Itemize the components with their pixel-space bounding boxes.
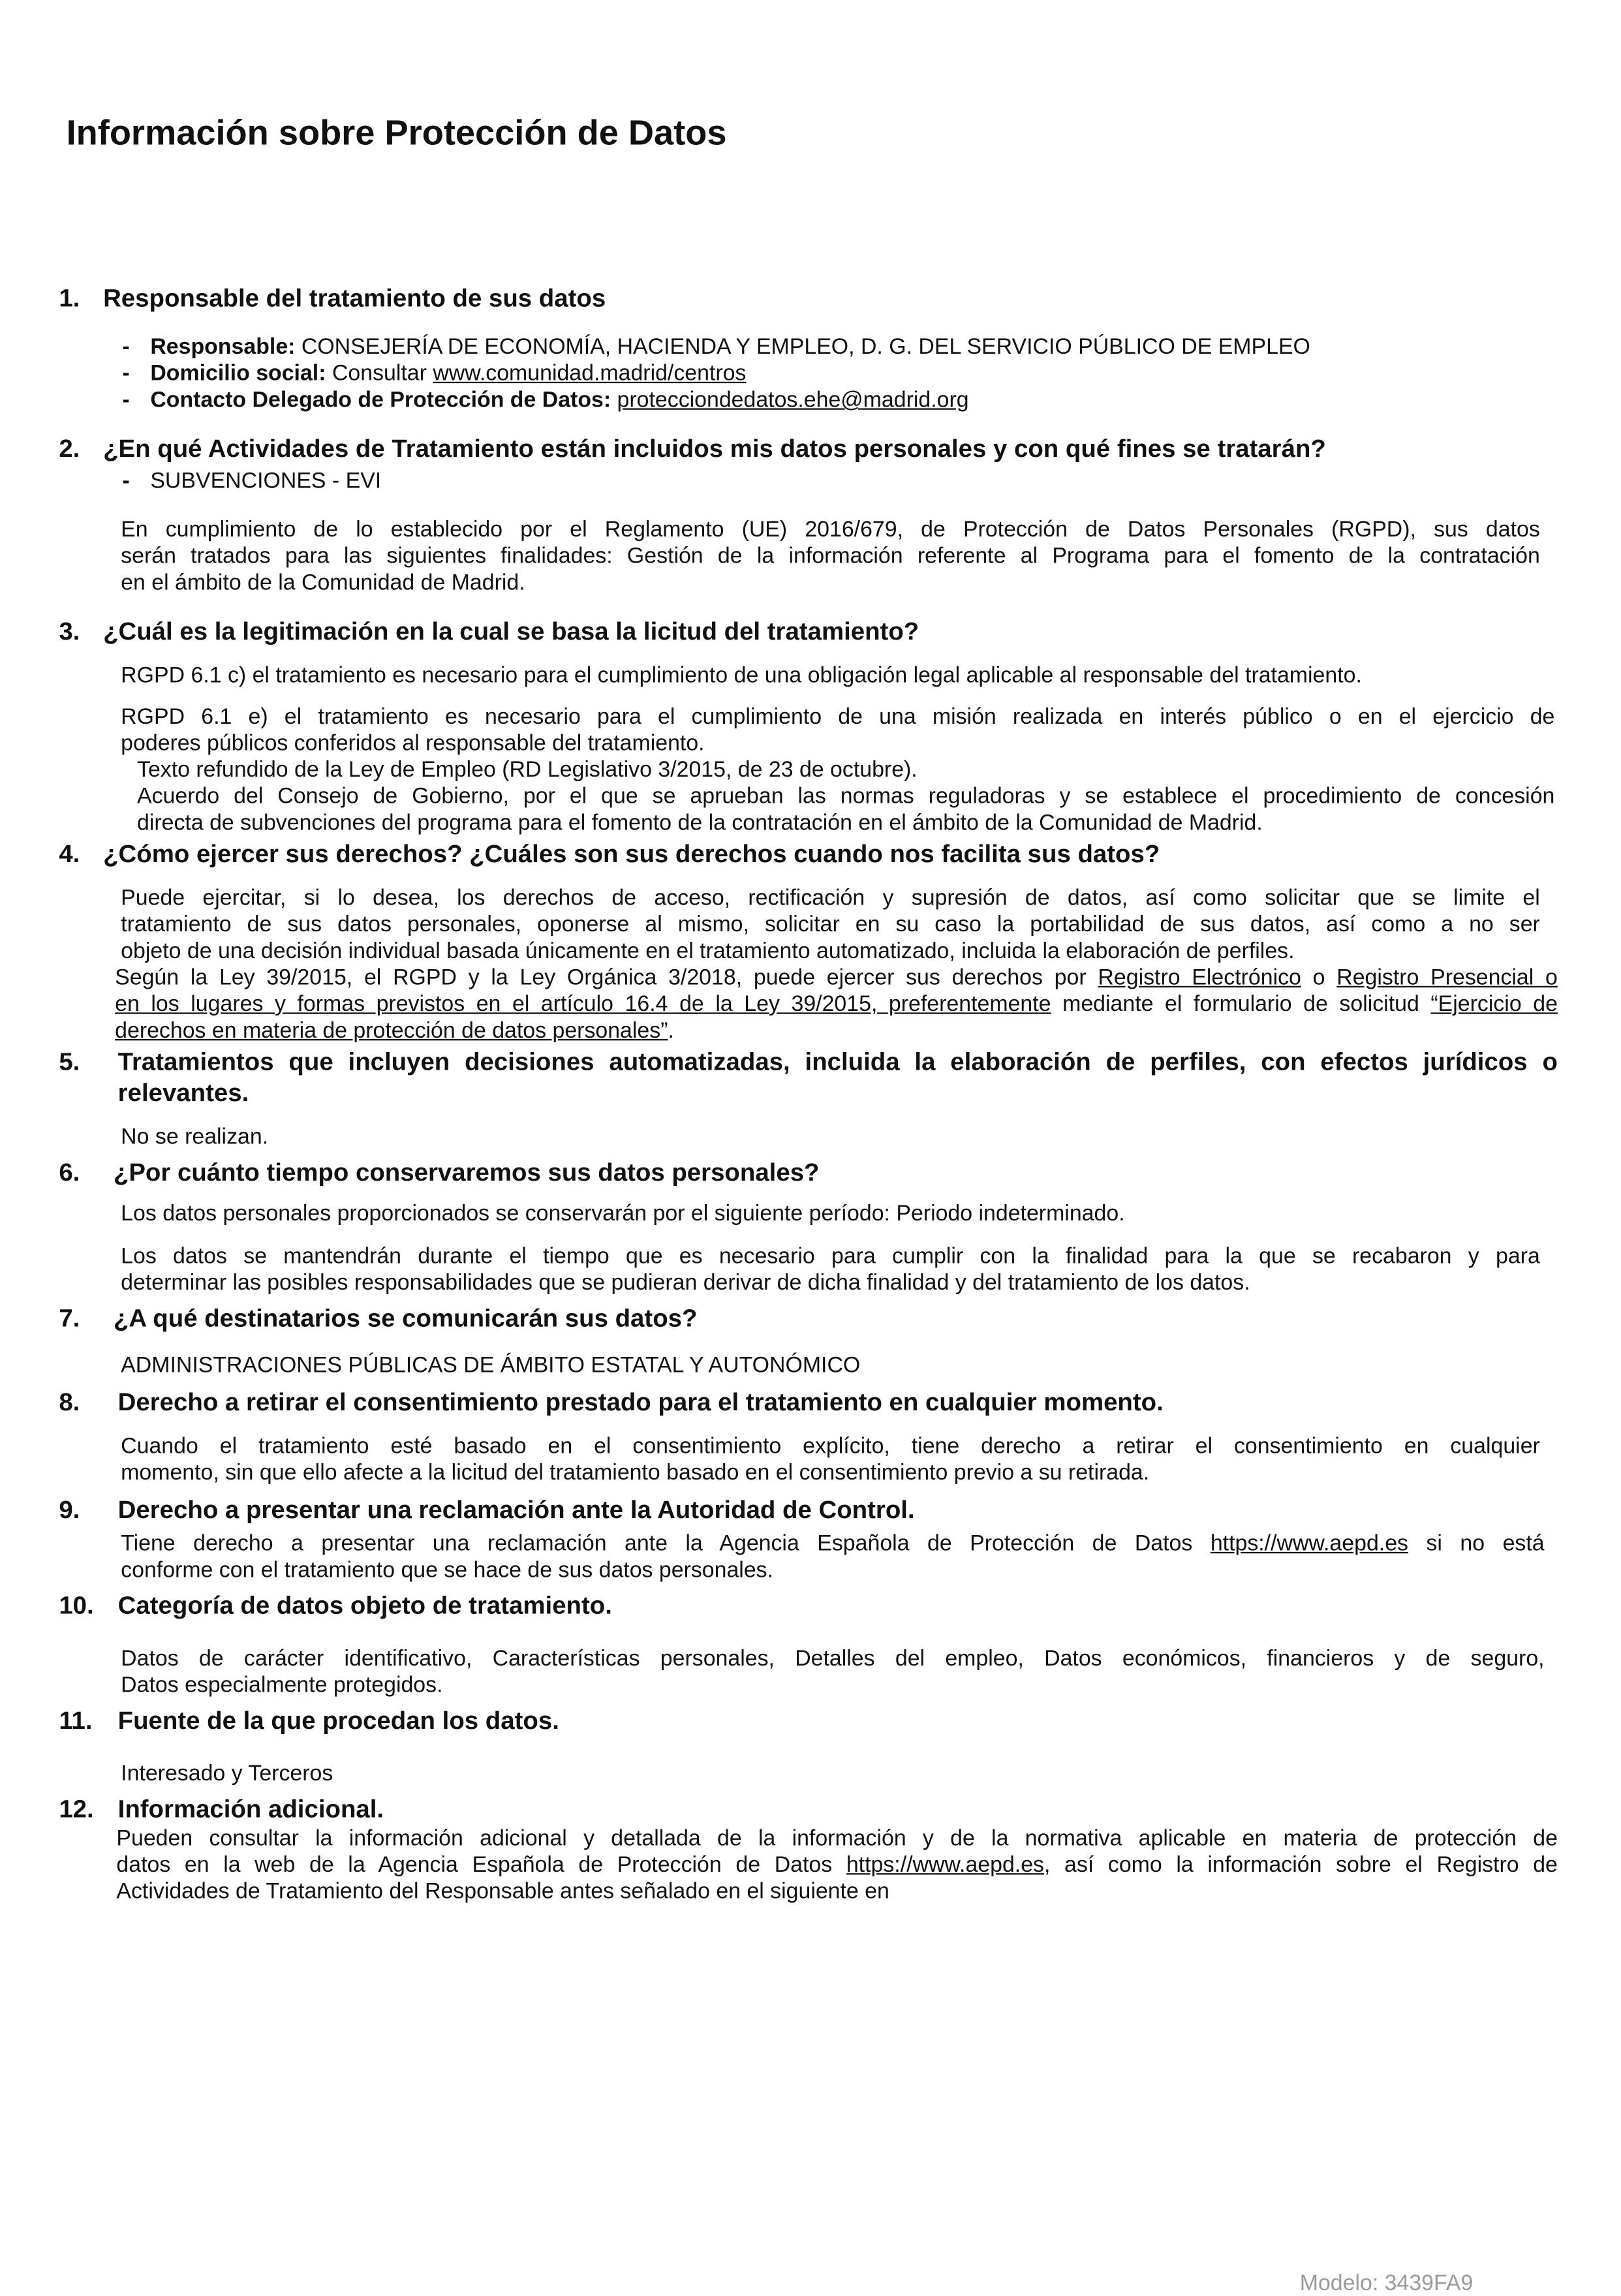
section-heading: Derecho a retirar el consentimiento prestado para el tratamiento en cualquier momento. — [117, 1388, 1164, 1417]
bullet-marker: - — [122, 387, 130, 413]
section-heading: relevantes. — [117, 1079, 249, 1107]
text-segment: datos en la web de la Agencia Española de Protección de Datos — [116, 1852, 846, 1878]
section-number: 10. — [59, 1591, 94, 1620]
field-label: Contacto Delegado de Protección de Datos: — [150, 387, 617, 413]
text-line — [121, 1243, 1540, 1272]
link[interactable]: Registro Electrónico — [1098, 965, 1301, 991]
text-line — [121, 1760, 333, 1789]
field-label: Domicilio social: — [150, 361, 332, 386]
text-line — [150, 360, 746, 389]
section-heading: ¿Cómo ejercer sus derechos? ¿Cuáles son sus derechos cuando nos facilita sus datos? — [103, 840, 1160, 869]
section-number: 7. — [59, 1304, 80, 1333]
section-number: 3. — [59, 617, 80, 646]
section-number: 8. — [59, 1388, 80, 1417]
text-segment: Datos de carácter identificativo, Características personales, Detalles del empleo, Datos económicos, financieros y de seguro, — [121, 1646, 1545, 1671]
text-line — [121, 1557, 773, 1586]
section-heading: Responsable del tratamiento de sus datos — [103, 284, 606, 313]
text-line — [137, 783, 1554, 812]
text-line — [121, 937, 1294, 967]
section-number: 1. — [59, 284, 80, 313]
text-segment: No se realizan. — [121, 1125, 269, 1150]
text-line — [121, 730, 704, 759]
text-line — [150, 467, 381, 497]
text-line — [150, 333, 1310, 362]
section-number: 12. — [59, 1795, 94, 1823]
text-line — [115, 964, 1558, 993]
text-line — [121, 516, 1540, 545]
bullet-marker: - — [122, 361, 130, 386]
section-number: 11. — [59, 1706, 93, 1735]
link[interactable]: en los lugares y formas previstos en el artículo 16.4 de la Ley 39/2015, preferentemente — [115, 991, 1051, 1017]
section-number: 9. — [59, 1496, 80, 1524]
text-segment: serán tratados para las siguientes finalidades: Gestión de la información referente al Programa para el fomento de la contratación — [121, 544, 1540, 569]
section-number: 6. — [59, 1158, 80, 1187]
section-heading: Categoría de datos objeto de tratamiento. — [117, 1591, 612, 1620]
link[interactable]: https://www.aepd.es — [846, 1852, 1045, 1878]
text-segment: objeto de una decisión individual basada únicamente en el tratamiento automatizado, incluida la elaboración de perfiles. — [121, 939, 1295, 964]
field-label: Responsable: — [150, 334, 301, 360]
link[interactable]: derechos en materia de protección de datos personales” — [115, 1018, 668, 1044]
text-segment: si no está — [1408, 1531, 1545, 1557]
link[interactable]: “Ejercicio de — [1430, 991, 1558, 1017]
text-segment: determinar las posibles responsabilidades que se pudieran derivar de dicha finalidad y del tratamiento de los datos. — [121, 1270, 1250, 1295]
text-line — [121, 703, 1554, 732]
section-heading: ¿En qué Actividades de Tratamiento están incluidos mis datos personales y con qué fines se tratarán? — [103, 435, 1326, 463]
text-segment: en el ámbito de la Comunidad de Madrid. — [121, 570, 525, 596]
text-line — [121, 569, 525, 598]
text-segment: SUBVENCIONES - EVI — [150, 469, 382, 494]
text-segment: Tiene derecho a presentar una reclamación ante la Agencia Española de Protección de Datos — [121, 1531, 1211, 1557]
text-line — [116, 1851, 1558, 1880]
section-number: 5. — [59, 1047, 80, 1076]
text-segment: Texto refundido de la Ley de Empleo (RD Legislativo 3/2015, de 23 de octubre). — [137, 757, 918, 783]
text-segment: En cumplimiento de lo establecido por el Reglamento (UE) 2016/679, de Protección de Datos Personales (RGPD), sus datos — [121, 517, 1540, 543]
text-segment: ADMINISTRACIONES PÚBLICAS DE ÁMBITO ESTATAL Y AUTONÓMICO — [121, 1353, 861, 1378]
text-line — [137, 809, 1263, 839]
text-segment: Consultar — [332, 361, 433, 386]
link[interactable]: Registro Presencial o — [1336, 965, 1558, 991]
text-segment: conforme con el tratamiento que se hace de sus datos personales. — [121, 1557, 774, 1583]
link[interactable]: https://www.aepd.es — [1210, 1531, 1408, 1557]
text-line — [121, 884, 1540, 914]
text-line — [150, 386, 968, 416]
text-segment: , así como la información sobre el Registro de — [1044, 1852, 1558, 1878]
text-segment: directa de subvenciones del programa para el fomento de la contratación en el ámbito de la Comunidad de Madrid. — [137, 811, 1263, 836]
text-line — [121, 1459, 1149, 1489]
section-heading: Derecho a presentar una reclamación ante la Autoridad de Control. — [117, 1496, 915, 1524]
text-segment: Puede ejercitar, si lo desea, los derechos de acceso, rectificación y supresión de datos, así como solicitar que se limite el — [121, 886, 1540, 911]
text-segment: o — [1301, 965, 1337, 991]
text-line — [137, 756, 918, 785]
section-number: 4. — [59, 840, 80, 869]
text-line — [116, 1825, 1558, 1854]
text-segment: Cuando el tratamiento esté basado en el consentimiento explícito, tiene derecho a retirar el consentimiento en cualquier — [121, 1434, 1540, 1459]
text-segment: CONSEJERÍA DE ECONOMÍA, HACIENDA Y EMPLEO, D. G. DEL SERVICIO PÚBLICO DE EMPLEO — [301, 334, 1310, 360]
text-line — [121, 1645, 1544, 1674]
text-segment: RGPD 6.1 c) el tratamiento es necesario para el cumplimiento de una obligación legal aplicable al responsable del tratamiento. — [121, 663, 1362, 689]
text-segment: momento, sin que ello afecte a la licitud del tratamiento basado en el consentimiento previo a su retirada. — [121, 1460, 1150, 1486]
text-line — [115, 991, 1558, 1020]
text-line — [121, 662, 1362, 691]
section-heading: ¿A qué destinatarios se comunicarán sus datos? — [113, 1304, 698, 1333]
link[interactable]: protecciondedatos.ehe@madrid.org — [617, 387, 969, 413]
text-line — [121, 542, 1540, 572]
bullet-marker: - — [122, 469, 130, 494]
text-line — [121, 1123, 268, 1153]
page-title: Información sobre Protección de Datos — [66, 113, 727, 153]
text-segment: poderes públicos conferidos al responsable del tratamiento. — [121, 731, 705, 756]
text-segment: Los datos personales proporcionados se conservarán por el siguiente período: Periodo indeterminado. — [121, 1201, 1125, 1226]
section-heading: Información adicional. — [117, 1795, 384, 1823]
model-footer: Modelo: 3439FA9 — [1299, 2271, 1474, 2296]
text-segment: . — [668, 1018, 674, 1044]
section-heading: Fuente de la que procedan los datos. — [117, 1706, 559, 1735]
text-segment: Datos especialmente protegidos. — [121, 1673, 443, 1698]
text-line — [121, 1530, 1544, 1559]
bullet-marker: - — [122, 334, 130, 360]
section-heading: ¿Cuál es la legitimación en la cual se basa la licitud del tratamiento? — [103, 617, 919, 646]
text-line — [121, 1671, 442, 1701]
text-segment: mediante el formulario de solicitud — [1051, 991, 1431, 1017]
section-number: 2. — [59, 435, 80, 463]
text-line — [115, 1017, 674, 1046]
text-segment: Los datos se mantendrán durante el tiempo que es necesario para cumplir con la finalidad para la que se recabaron y para — [121, 1243, 1540, 1269]
text-line — [121, 1269, 1250, 1298]
text-line — [116, 1878, 889, 1907]
text-segment: Según la Ley 39/2015, el RGPD y la Ley Orgánica 3/2018, puede ejercer sus derechos por — [115, 965, 1098, 991]
text-segment: Actividades de Tratamiento del Responsable antes señalado en el siguiente en — [116, 1879, 889, 1904]
text-segment: Acuerdo del Consejo de Gobierno, por el que se aprueban las normas reguladoras y se establece el procedimiento de concesión — [137, 784, 1555, 809]
section-heading: ¿Por cuánto tiempo conservaremos sus datos personales? — [113, 1158, 820, 1187]
section-heading: Tratamientos que incluyen decisiones automatizadas, incluida la elaboración de perfiles, con efectos jurídicos o — [117, 1047, 1558, 1076]
text-line — [121, 1200, 1124, 1229]
text-segment: Interesado y Terceros — [121, 1761, 333, 1786]
text-line — [121, 1433, 1540, 1462]
text-segment: RGPD 6.1 e) el tratamiento es necesario para el cumplimiento de una misión realizada en interés público o en el ejercicio de — [121, 704, 1555, 730]
text-line — [121, 1352, 860, 1381]
text-segment: tratamiento de sus datos personales, oponerse al mismo, solicitar en su caso la portabilidad de sus datos, así como a no ser — [121, 912, 1540, 938]
text-line — [121, 911, 1540, 940]
link[interactable]: www.comunidad.madrid/centros — [433, 361, 747, 386]
text-segment: Pueden consultar la información adicional y detallada de la información y de la normativa aplicable en materia de protección de — [116, 1825, 1558, 1852]
